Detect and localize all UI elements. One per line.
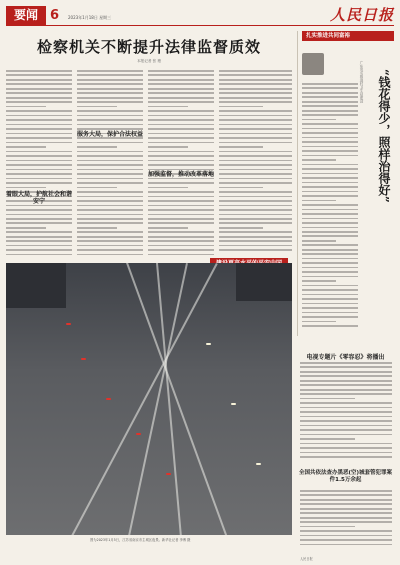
text-line [300, 503, 392, 505]
text-line [219, 124, 292, 126]
news-photo [6, 263, 292, 535]
text-line [6, 115, 72, 117]
text-line [77, 249, 143, 251]
text-line [219, 70, 292, 72]
text-line [6, 146, 46, 148]
text-line [6, 209, 72, 211]
text-line [300, 407, 392, 409]
text-line [302, 200, 336, 202]
car-headlight [256, 463, 261, 465]
text-line [77, 231, 143, 233]
sidebar-column [297, 31, 394, 336]
text-line [77, 83, 143, 85]
text-line [148, 254, 214, 256]
text-line [148, 142, 214, 144]
text-line [6, 151, 72, 153]
text-line [302, 195, 358, 197]
text-line [77, 110, 143, 112]
text-line [219, 160, 292, 162]
text-line [302, 209, 358, 211]
text-line [6, 70, 72, 72]
article-column-1 [6, 70, 72, 260]
text-line [148, 169, 214, 171]
text-line [219, 227, 263, 229]
text-line [148, 92, 214, 94]
text-line [148, 196, 214, 198]
text-line [302, 87, 358, 89]
text-line [302, 227, 358, 229]
text-line [302, 218, 358, 220]
text-line [219, 236, 292, 238]
text-line [219, 209, 292, 211]
text-line [6, 214, 72, 216]
text-line [6, 155, 72, 157]
text-line [219, 205, 292, 207]
text-line [219, 249, 292, 251]
text-line [302, 182, 358, 184]
text-line [300, 494, 392, 496]
main-headline: 检察机关不断提升法律监督质效 [36, 38, 261, 56]
text-line [77, 169, 143, 171]
text-line [6, 236, 72, 238]
text-line [219, 214, 292, 216]
text-line [302, 204, 358, 206]
text-line [148, 160, 214, 162]
text-line [148, 79, 214, 81]
text-line [6, 182, 72, 184]
text-line [219, 92, 292, 94]
text-line [148, 227, 188, 229]
text-line [300, 434, 392, 436]
text-line [77, 142, 143, 144]
text-line [302, 235, 358, 237]
text-line [148, 124, 214, 126]
text-line [6, 240, 72, 242]
article-column-4 [219, 70, 292, 255]
text-line [148, 101, 214, 103]
text-line [302, 271, 358, 273]
car-taillight [136, 433, 141, 435]
text-line [6, 218, 72, 220]
text-line [300, 452, 392, 454]
text-line [300, 429, 392, 431]
text-line [148, 115, 214, 117]
text-line [300, 512, 392, 514]
text-line [77, 106, 117, 108]
text-line [148, 146, 188, 148]
text-line [302, 316, 358, 318]
text-line [77, 88, 143, 90]
text-line [219, 110, 292, 112]
text-line [6, 97, 72, 99]
text-line [302, 128, 358, 130]
page-number: 6 [50, 8, 60, 23]
text-line [300, 456, 392, 458]
text-line [148, 137, 214, 139]
text-line [302, 253, 358, 255]
issue-date: 2023年1月18日 星期三 [68, 15, 112, 20]
text-line [300, 389, 392, 391]
section-label: 要闻 [6, 6, 46, 25]
text-line [6, 160, 72, 162]
text-line [77, 70, 143, 72]
text-line [6, 110, 72, 112]
text-line [77, 187, 117, 189]
text-line [6, 227, 46, 229]
text-line [302, 150, 358, 152]
text-line [302, 289, 358, 291]
right-article-text-1 [300, 362, 392, 462]
main-byline: 本报记者 张 璁 [137, 59, 161, 63]
text-line [302, 276, 358, 278]
text-line [302, 285, 358, 287]
text-line [219, 173, 292, 175]
text-line [77, 151, 143, 153]
text-line [219, 119, 292, 121]
text-line [302, 114, 358, 116]
text-line [219, 101, 292, 103]
text-line [6, 92, 72, 94]
text-line [219, 97, 292, 99]
text-line [219, 137, 292, 139]
photo-caption: 图为2023年1月5日，江苏省南京市主城区夜景。新华社记者 李博 摄 [90, 538, 191, 542]
text-line [302, 168, 358, 170]
text-line [302, 141, 358, 143]
text-line [219, 115, 292, 117]
text-line [77, 191, 143, 193]
text-line [300, 517, 392, 519]
text-line [219, 164, 292, 166]
building-silhouette [6, 263, 66, 308]
text-line [6, 245, 72, 247]
text-line [300, 384, 392, 386]
text-line [77, 240, 143, 242]
newspaper-logo: 人民日报 [329, 6, 394, 24]
text-line [219, 83, 292, 85]
text-line [302, 231, 358, 233]
text-line [302, 262, 358, 264]
text-line [219, 182, 292, 184]
sidebar-subtitle: 广东茂名推进村卫生站建设 [360, 61, 364, 103]
text-line [219, 231, 292, 233]
car-taillight [81, 358, 86, 360]
text-line [77, 124, 143, 126]
text-line [300, 425, 392, 427]
text-line [6, 133, 72, 135]
text-line [302, 101, 358, 103]
text-line [302, 267, 358, 269]
text-line [219, 200, 292, 202]
text-line [302, 146, 358, 148]
text-line [300, 375, 392, 377]
text-line [219, 133, 292, 135]
text-line [6, 128, 72, 130]
footer-logo: 人民日报 [300, 557, 313, 561]
text-line [77, 245, 143, 247]
text-line [302, 191, 358, 193]
text-line [302, 244, 358, 246]
text-line [219, 245, 292, 247]
text-line [302, 307, 358, 309]
text-line [219, 196, 292, 198]
text-line [300, 371, 392, 373]
text-line [6, 164, 72, 166]
text-line [219, 88, 292, 90]
text-line [77, 236, 143, 238]
text-line [77, 128, 143, 130]
text-line [77, 164, 143, 166]
text-line [302, 298, 358, 300]
text-line [148, 222, 214, 224]
text-line [300, 402, 392, 404]
text-line [6, 173, 72, 175]
text-line [302, 92, 358, 94]
text-line [148, 133, 214, 135]
text-line [300, 416, 392, 418]
author-photo [302, 53, 324, 75]
subhead-3: 加强监督，推动改革落地 [148, 171, 215, 178]
text-line [77, 254, 143, 256]
text-line [302, 96, 358, 98]
road-line [126, 263, 277, 535]
text-line [148, 249, 214, 251]
text-line [6, 254, 72, 256]
text-line [302, 83, 358, 85]
text-line [148, 119, 214, 121]
text-line [219, 218, 292, 220]
text-line [77, 196, 143, 198]
text-line [219, 169, 292, 171]
text-line [148, 240, 214, 242]
text-line [77, 173, 143, 175]
text-line [302, 173, 358, 175]
text-line [300, 420, 392, 422]
subhead-2: 服务大局，保护合法权益 [77, 131, 144, 138]
text-line [6, 137, 72, 139]
car-taillight [166, 473, 171, 475]
text-line [302, 222, 358, 224]
masthead [6, 6, 394, 26]
right-article-title-2: 全国共依法查办黑恶(空)城套管犯罪案件1.5万余起 [298, 470, 393, 483]
text-line [148, 205, 214, 207]
text-line [302, 123, 358, 125]
text-line [219, 142, 292, 144]
text-line [6, 124, 72, 126]
text-line [302, 280, 336, 282]
text-line [6, 222, 72, 224]
text-line [300, 411, 392, 413]
right-article-text-2 [300, 490, 392, 550]
text-line [6, 101, 72, 103]
text-line [302, 177, 358, 179]
text-line [302, 119, 336, 121]
text-line [148, 231, 214, 233]
text-line [77, 101, 143, 103]
subhead-1: 着眼大局，护航社会和谐安宁 [6, 191, 73, 205]
text-line [77, 178, 143, 180]
text-line [77, 97, 143, 99]
text-line [77, 200, 143, 202]
text-line [300, 362, 392, 364]
text-line [6, 178, 72, 180]
text-line [300, 447, 392, 449]
text-line [219, 240, 292, 242]
text-line [300, 544, 392, 546]
text-line [148, 128, 214, 130]
text-line [302, 258, 358, 260]
text-line [6, 79, 72, 81]
car-headlight [231, 403, 236, 405]
text-line [6, 249, 72, 251]
text-line [77, 119, 143, 121]
text-line [148, 70, 214, 72]
text-line [219, 155, 292, 157]
text-line [300, 526, 355, 528]
text-line [148, 83, 214, 85]
text-line [148, 187, 188, 189]
text-line [77, 227, 117, 229]
text-line [148, 88, 214, 90]
text-line [300, 380, 392, 382]
text-line [77, 214, 143, 216]
right-article-title-1: 电视专题片《零容忍》将播出 [306, 354, 385, 361]
text-line [300, 508, 392, 510]
text-line [148, 236, 214, 238]
text-line [302, 132, 358, 134]
sidebar-text [302, 83, 358, 333]
text-line [77, 155, 143, 157]
text-line [300, 393, 392, 395]
text-line [302, 312, 358, 314]
text-line [77, 115, 143, 117]
text-line [148, 200, 214, 202]
text-line [6, 187, 46, 189]
text-line [300, 398, 355, 400]
text-line [302, 164, 358, 166]
text-line [6, 106, 46, 108]
text-line [300, 366, 392, 368]
text-line [219, 106, 263, 108]
text-line [302, 303, 358, 305]
text-line [219, 128, 292, 130]
text-line [77, 205, 143, 207]
text-line [302, 155, 358, 157]
text-line [302, 159, 336, 161]
text-line [219, 79, 292, 81]
text-line [148, 218, 214, 220]
text-line [219, 178, 292, 180]
text-line [77, 182, 143, 184]
text-line [300, 499, 392, 501]
text-line [219, 146, 263, 148]
page-footer [300, 556, 313, 561]
sidebar-title: “钱花得少，照样治得好” [377, 69, 391, 203]
text-line [6, 83, 72, 85]
text-line [302, 186, 358, 188]
article-column-2 [77, 70, 143, 260]
text-line [77, 74, 143, 76]
car-headlight [206, 343, 211, 345]
text-line [6, 119, 72, 121]
text-line [302, 213, 358, 215]
car-taillight [106, 398, 111, 400]
text-line [6, 88, 72, 90]
text-line [148, 164, 214, 166]
text-line [219, 187, 263, 189]
text-line [148, 110, 214, 112]
text-line [77, 79, 143, 81]
text-line [300, 530, 392, 532]
text-line [77, 160, 143, 162]
car-taillight [66, 323, 71, 325]
text-line [148, 245, 214, 247]
text-line [219, 191, 292, 193]
text-line [302, 321, 336, 323]
text-line [148, 97, 214, 99]
text-line [148, 209, 214, 211]
text-line [300, 438, 355, 440]
text-line [300, 539, 392, 541]
article-column-3 [148, 70, 214, 260]
text-line [302, 110, 358, 112]
text-line [302, 137, 358, 139]
text-line [148, 106, 188, 108]
text-line [302, 105, 358, 107]
text-line [77, 92, 143, 94]
text-line [300, 521, 392, 523]
text-line [77, 146, 117, 148]
text-line [148, 214, 214, 216]
sidebar-header: 扎实推进共同富裕 [302, 31, 394, 41]
building-silhouette [236, 263, 292, 301]
text-line [300, 535, 392, 537]
text-line [6, 231, 72, 233]
text-line [77, 209, 143, 211]
text-line [302, 294, 358, 296]
text-line [219, 222, 292, 224]
text-line [148, 182, 214, 184]
text-line [219, 74, 292, 76]
text-line [77, 218, 143, 220]
text-line [219, 151, 292, 153]
text-line [148, 151, 214, 153]
text-line [300, 443, 392, 445]
text-line [148, 74, 214, 76]
text-line [6, 169, 72, 171]
text-line [300, 490, 392, 492]
text-line [148, 191, 214, 193]
text-line [6, 142, 72, 144]
text-line [77, 222, 143, 224]
text-line [148, 155, 214, 157]
text-line [302, 240, 336, 242]
text-line [302, 325, 358, 327]
text-line [302, 249, 358, 251]
text-line [6, 74, 72, 76]
